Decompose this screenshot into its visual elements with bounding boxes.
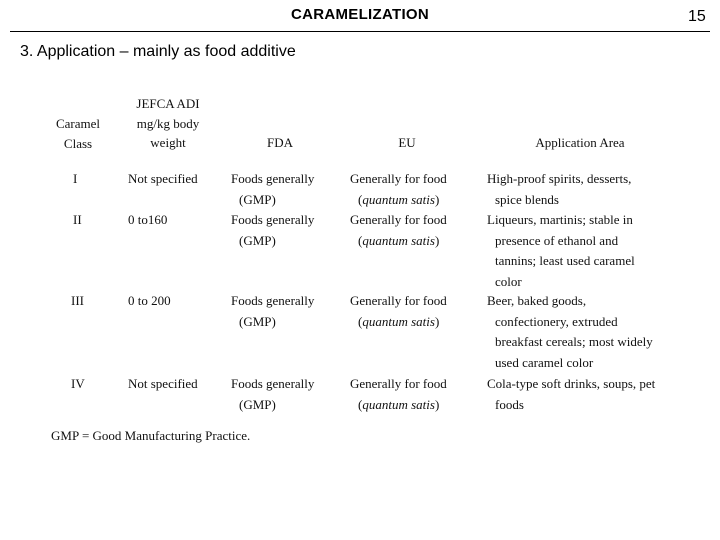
cell-eu xyxy=(350,374,447,415)
cell-line: Foods generally xyxy=(231,212,315,227)
page-number: 15 xyxy=(688,8,706,25)
cell-line: spice blends xyxy=(495,191,559,207)
title-divider xyxy=(10,31,710,32)
slide-title: CARAMELIZATION xyxy=(290,6,430,23)
cell-line: foods xyxy=(495,396,524,412)
cell-fda xyxy=(231,210,314,251)
cell-class: I xyxy=(73,171,78,186)
cell-adi: 0 to160 xyxy=(128,212,168,227)
quantum-satis-text: quantum satis xyxy=(362,191,435,207)
cell-line: (GMP) xyxy=(239,396,276,412)
cell-line: Liqueurs, martinis; stable in xyxy=(487,212,633,227)
cell-line: Generally for food xyxy=(350,171,447,186)
header-application-area: Application Area xyxy=(535,135,625,150)
paren-open: ( xyxy=(358,396,363,412)
cell-adi: 0 to 200 xyxy=(128,293,171,308)
cell-application xyxy=(487,210,635,292)
header-caramel-class xyxy=(46,114,110,153)
cell-line: Cola-type soft drinks, soups, pet xyxy=(487,376,656,391)
cell-fda xyxy=(231,374,314,415)
cell-line: High-proof spirits, desserts, xyxy=(487,171,632,186)
cell-application xyxy=(487,169,631,210)
quantum-satis-text: quantum satis xyxy=(362,396,435,412)
cell-line: Foods generally xyxy=(231,171,315,186)
cell-class: IV xyxy=(71,376,85,391)
quantum-satis-text: quantum satis xyxy=(362,313,435,329)
cell-line xyxy=(350,312,447,333)
cell-line: (GMP) xyxy=(239,313,276,329)
cell-line: presence of ethanol and xyxy=(495,232,619,248)
cell-eu xyxy=(350,291,447,332)
paren-close: ) xyxy=(434,396,440,412)
cell-application xyxy=(487,291,653,373)
header-line: Class xyxy=(63,135,93,151)
slide-subtitle: 3. Application – mainly as food additive xyxy=(20,43,296,60)
cell-eu xyxy=(350,210,447,251)
cell-class: II xyxy=(73,212,82,227)
paren-open: ( xyxy=(358,191,363,207)
cell-line: confectionery, extruded xyxy=(495,313,618,329)
cell-line: Foods generally xyxy=(231,293,315,308)
cell-line: (GMP) xyxy=(239,191,276,207)
paren-close: ) xyxy=(434,232,440,248)
cell-line: used caramel color xyxy=(495,354,594,370)
cell-fda xyxy=(231,169,314,210)
cell-line: (GMP) xyxy=(239,232,276,248)
cell-line: Generally for food xyxy=(350,376,447,391)
header-line: weight xyxy=(150,135,186,150)
header-line: mg/kg body xyxy=(136,115,200,131)
cell-line: Foods generally xyxy=(231,376,315,391)
cell-line xyxy=(350,190,447,211)
cell-line xyxy=(350,395,447,416)
cell-eu xyxy=(350,169,447,210)
cell-line: breakfast cereals; most widely xyxy=(495,334,653,349)
cell-line: tannins; least used caramel xyxy=(495,253,635,268)
cell-application xyxy=(487,374,655,415)
paren-close: ) xyxy=(434,191,440,207)
paren-close: ) xyxy=(434,313,440,329)
header-jefca-adi xyxy=(120,94,216,153)
cell-line: Beer, baked goods, xyxy=(487,293,587,308)
paren-open: ( xyxy=(358,232,363,248)
header-fda: FDA xyxy=(266,135,293,150)
cell-line xyxy=(350,231,447,252)
header-line: Caramel xyxy=(55,116,101,131)
header-line: JEFCA ADI xyxy=(136,96,200,111)
header-eu: EU xyxy=(398,135,416,150)
cell-adi: Not specified xyxy=(128,376,198,391)
quantum-satis-text: quantum satis xyxy=(362,232,435,248)
cell-class: III xyxy=(71,293,84,308)
cell-fda xyxy=(231,291,314,332)
cell-line: Generally for food xyxy=(350,212,447,227)
cell-adi: Not specified xyxy=(128,171,198,186)
cell-line: color xyxy=(495,273,522,289)
paren-open: ( xyxy=(358,313,363,329)
table-footnote: GMP = Good Manufacturing Practice. xyxy=(51,428,251,443)
cell-line: Generally for food xyxy=(350,293,447,308)
